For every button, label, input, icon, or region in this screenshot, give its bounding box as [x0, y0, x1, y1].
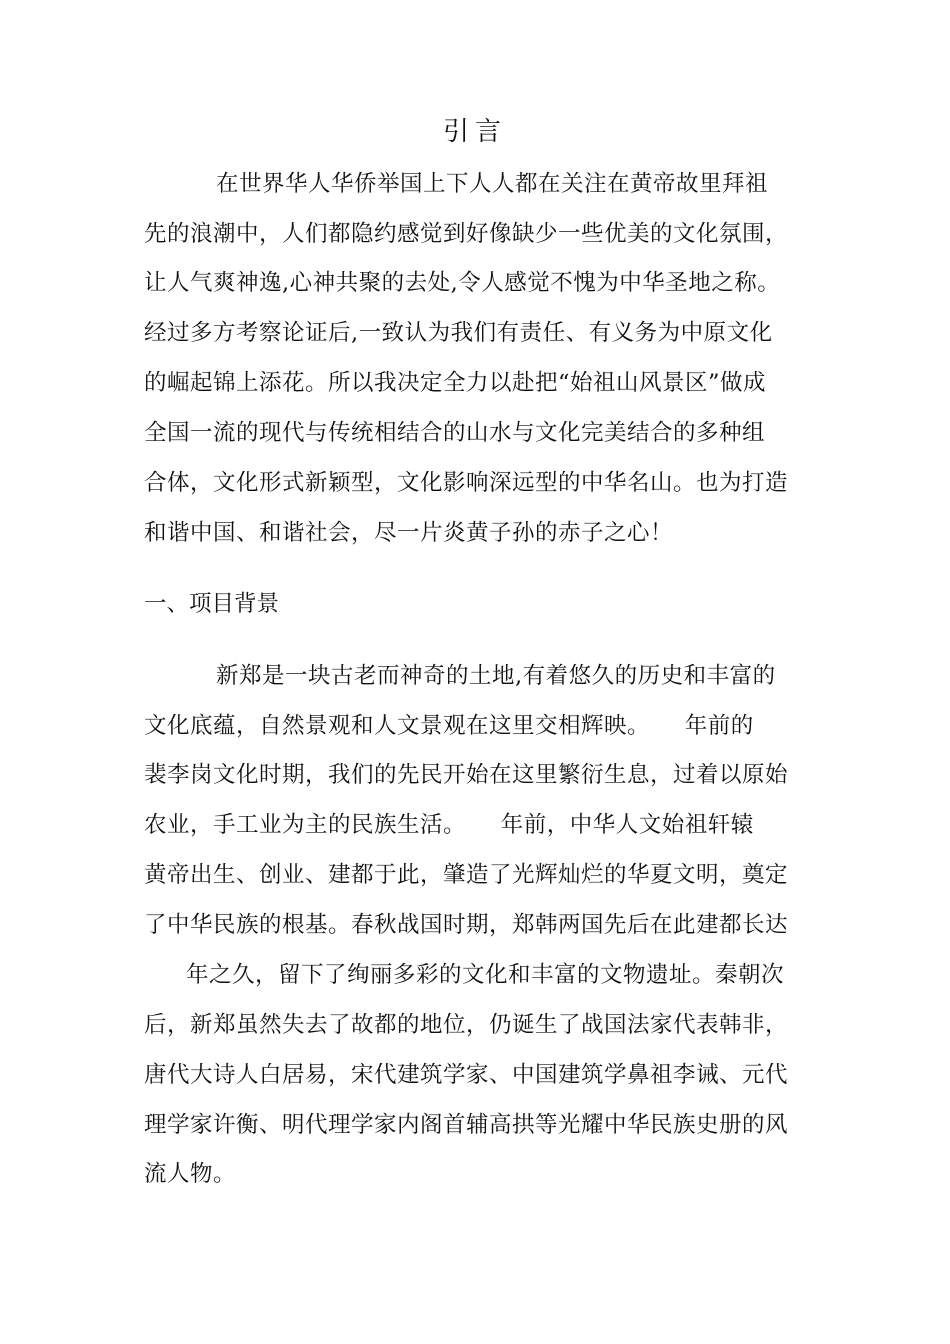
body-line: 理学家许衡、明代理学家内阁首辅高拱等光耀中华民族史册的风: [144, 1112, 789, 1138]
intro-line: 让人气爽神逸,心神共聚的去处,令人感觉不愧为中华圣地之称。: [144, 270, 781, 296]
body-line: 黄帝出生、创业、建都于此，肇造了光辉灿烂的华夏文明，奠定: [144, 862, 789, 888]
body-line: 唐代大诗人白居易，宋代建筑学家、中国建筑学鼻祖李诫、元代: [144, 1062, 789, 1088]
body-line: 农业，手工业为主的民族生活。 年前，中华人文始祖轩辕: [144, 812, 754, 838]
intro-line: 的崛起锦上添花。所以我决定全力以赴把“始祖山风景区”做成: [144, 370, 767, 396]
body-line: 裴李岗文化时期，我们的先民开始在这里繁衍生息，过着以原始: [144, 762, 789, 788]
body-line: 了中华民族的根基。春秋战国时期，郑韩两国先后在此建都长达: [144, 912, 789, 938]
intro-line: 和谐中国、和谐社会，尽一片炎黄子孙的赤子之心！: [144, 520, 674, 546]
body-line: 流人物。: [144, 1161, 237, 1187]
intro-line: 合体，文化形式新颖型，文化影响深远型的中华名山。也为打造: [144, 470, 789, 496]
intro-line: 在世界华人华侨举国上下人人都在关注在黄帝故里拜祖: [216, 171, 769, 197]
page-title: 引言: [442, 117, 507, 147]
body-line: 年之久，留下了绚丽多彩的文化和丰富的文物遗址。秦朝次: [186, 962, 785, 988]
body-line: 文化底蕴，自然景观和人文景观在这里交相辉映。 年前的: [144, 713, 754, 739]
section-heading: 一、项目背景: [144, 591, 280, 617]
intro-line: 经过多方考察论证后,一致认为我们有责任、有义务为中原文化: [144, 320, 773, 346]
intro-line: 先的浪潮中，人们都隐约感觉到好像缺少一些优美的文化氛围，: [144, 221, 789, 247]
body-line: 后，新郑虽然失去了故都的地位，仍诞生了战国法家代表韩非，: [144, 1012, 789, 1038]
intro-line: 全国一流的现代与传统相结合的山水与文化完美结合的多种组: [144, 420, 766, 446]
body-line: 新郑是一块古老而神奇的土地,有着悠久的历史和丰富的: [216, 663, 776, 689]
